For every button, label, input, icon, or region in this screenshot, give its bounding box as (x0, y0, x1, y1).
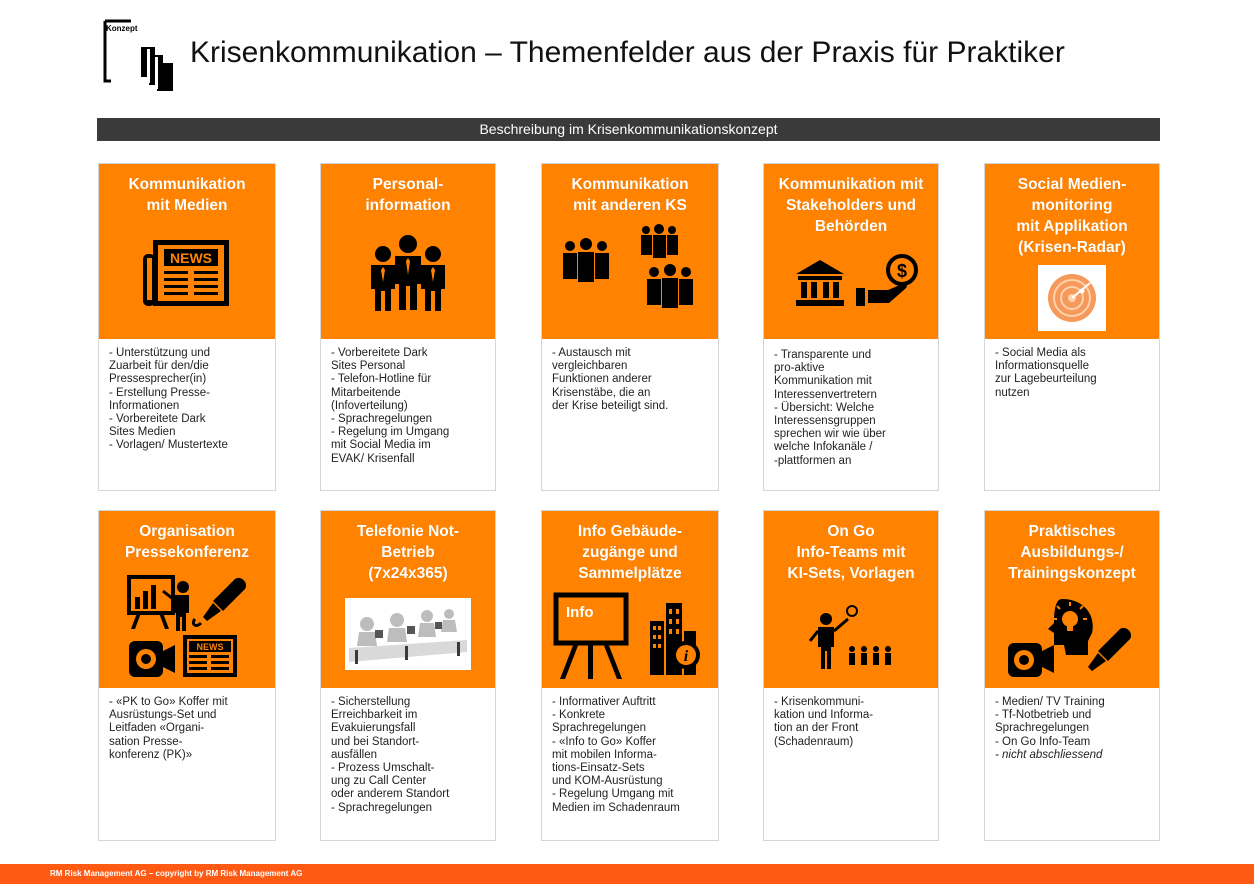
list-item: - Sprachregelungen (331, 413, 433, 426)
speaker-crowd-icon (796, 605, 906, 673)
card-organisation-pressekonferenz (98, 510, 276, 841)
card-title: Kommunikation mit anderen KS (571, 176, 689, 214)
card-title: On Go Info-Teams mit KI-Sets, Vorlagen (787, 523, 915, 582)
list-item: - Vorbereitete Dark Sites Personal (331, 347, 428, 373)
list-item: - Vorbereitete Dark Sites Medien (109, 413, 206, 439)
svg-text:Info: Info (566, 604, 594, 621)
list-item: - Prozess Umschalt- ung zu Call Center oder anderem Standort (331, 762, 450, 801)
card-social-medien-monitoring (984, 163, 1160, 491)
card-list (995, 696, 1153, 762)
list-item: - Vorlagen/ Mustertexte (109, 439, 228, 452)
list-item: - Tf-Notbetrieb und Sprachregelungen (995, 709, 1092, 735)
card-list (331, 347, 489, 466)
staff-group-icon (363, 232, 453, 312)
call-center-icon (345, 598, 471, 670)
logo-label: Konzept (106, 24, 138, 33)
svg-text:$: $ (896, 261, 908, 281)
card-on-go-info-teams (763, 510, 939, 841)
card-title: Praktisches Ausbildungs-/ Trainingskonzept (1008, 523, 1136, 582)
newspaper-icon (139, 236, 235, 310)
card-kommunikation-medien (98, 163, 276, 491)
list-item: - Social Media als Informationsquelle zur Lagebeurteilung nutzen (995, 347, 1097, 399)
card-list (774, 349, 932, 468)
list-item: - Sicherstellung Erreichbarkeit im Evakuierungsfall und bei Standort- ausfällen (331, 696, 420, 761)
card-list (109, 347, 269, 453)
list-item: - Sprachregelungen (331, 801, 433, 814)
card-list (995, 347, 1153, 400)
list-item: - nicht abschliessend (995, 748, 1103, 761)
card-telefonie-notbetrieb (320, 510, 496, 841)
training-icon (1002, 595, 1142, 683)
card-kommunikation-andere-ks (541, 163, 719, 491)
list-item: - Regelung Umgang mit Medien im Schadenraum (552, 788, 680, 814)
card-stakeholders-behoerden (763, 163, 939, 491)
card-title: Personal- information (365, 176, 451, 214)
list-item: - On Go Info-Team (995, 735, 1091, 748)
list-item: - Übersicht: Welche Interessensgruppen sprechen wir wie über welche Infokanäle / -plattformen an (774, 401, 886, 467)
list-item: - «PK to Go» Koffer mit Ausrüstungs-Set und Leitfaden «Organi- sation Presse- konferenz (PK)» (109, 696, 228, 761)
card-info-gebaeudezugaenge (541, 510, 719, 841)
list-item: - Telefon-Hotline für Mitarbeitende (Infoverteilung) (331, 373, 432, 412)
team-groups-icon (560, 224, 700, 314)
list-item: - Unterstützung und Zuarbeit für den/die Pressesprecher(in) (109, 347, 211, 386)
card-personalinformation (320, 163, 496, 491)
list-item: - Konkrete Sprachregelungen (552, 709, 646, 735)
list-item: - Regelung im Umgang mit Social Media im EVAK/ Krisenfall (331, 426, 450, 465)
list-item: - Informativer Auftritt (552, 696, 656, 708)
list-item: - «Info to Go» Koffer mit mobilen Informa- tions-Einsatz-Sets und KOM-Ausrüstung (552, 735, 663, 788)
list-item: - Transparente und pro-aktive Kommunikation mit Interessenvertretern (774, 349, 877, 401)
card-title: Social Medien- monitoring mit Applikation (Krisen-Radar) (1016, 176, 1128, 256)
list-item: - Medien/ TV Training (995, 696, 1105, 708)
radar-app-icon (1038, 265, 1106, 331)
press-conference-icon (117, 573, 257, 683)
card-list (109, 696, 269, 762)
list-item: - Erstellung Presse- Informationen (109, 386, 210, 412)
svg-text:NEWS: NEWS (196, 642, 224, 652)
bank-money-icon (776, 252, 926, 312)
footer-copyright: RM Risk Management AG – copyright by RM Risk Management AG (50, 869, 303, 878)
card-list (552, 696, 712, 815)
card-title: Kommunikation mit Stakeholders und Behörden (778, 176, 924, 235)
list-item: - Austausch mit vergleichbaren Funktionen anderer Krisenstäbe, die an der Krise beteiligt sind. (552, 347, 669, 412)
svg-text:i: i (683, 648, 689, 665)
card-list (552, 347, 712, 413)
card-list (331, 696, 489, 815)
card-title: Kommunikation mit Medien (128, 176, 246, 214)
card-title: Info Gebäude- zugänge und Sammelplätze (577, 523, 683, 582)
page-title: Krisenkommunikation – Themenfelder aus der Praxis für Praktiker (190, 36, 1065, 69)
svg-text:NEWS: NEWS (170, 250, 212, 266)
info-board-icon (550, 591, 710, 681)
card-ausbildungs-trainingskonzept (984, 510, 1160, 841)
card-list (774, 696, 932, 749)
card-title: Telefonie Not- Betrieb (7x24x365) (356, 523, 460, 582)
section-header-bar: Beschreibung im Krisenkommunikationskonzept (97, 118, 1160, 141)
list-item: - Krisenkommuni- kation und Informa- tion an der Front (Schadenraum) (774, 696, 874, 748)
card-title: Organisation Pressekonferenz (124, 523, 250, 561)
